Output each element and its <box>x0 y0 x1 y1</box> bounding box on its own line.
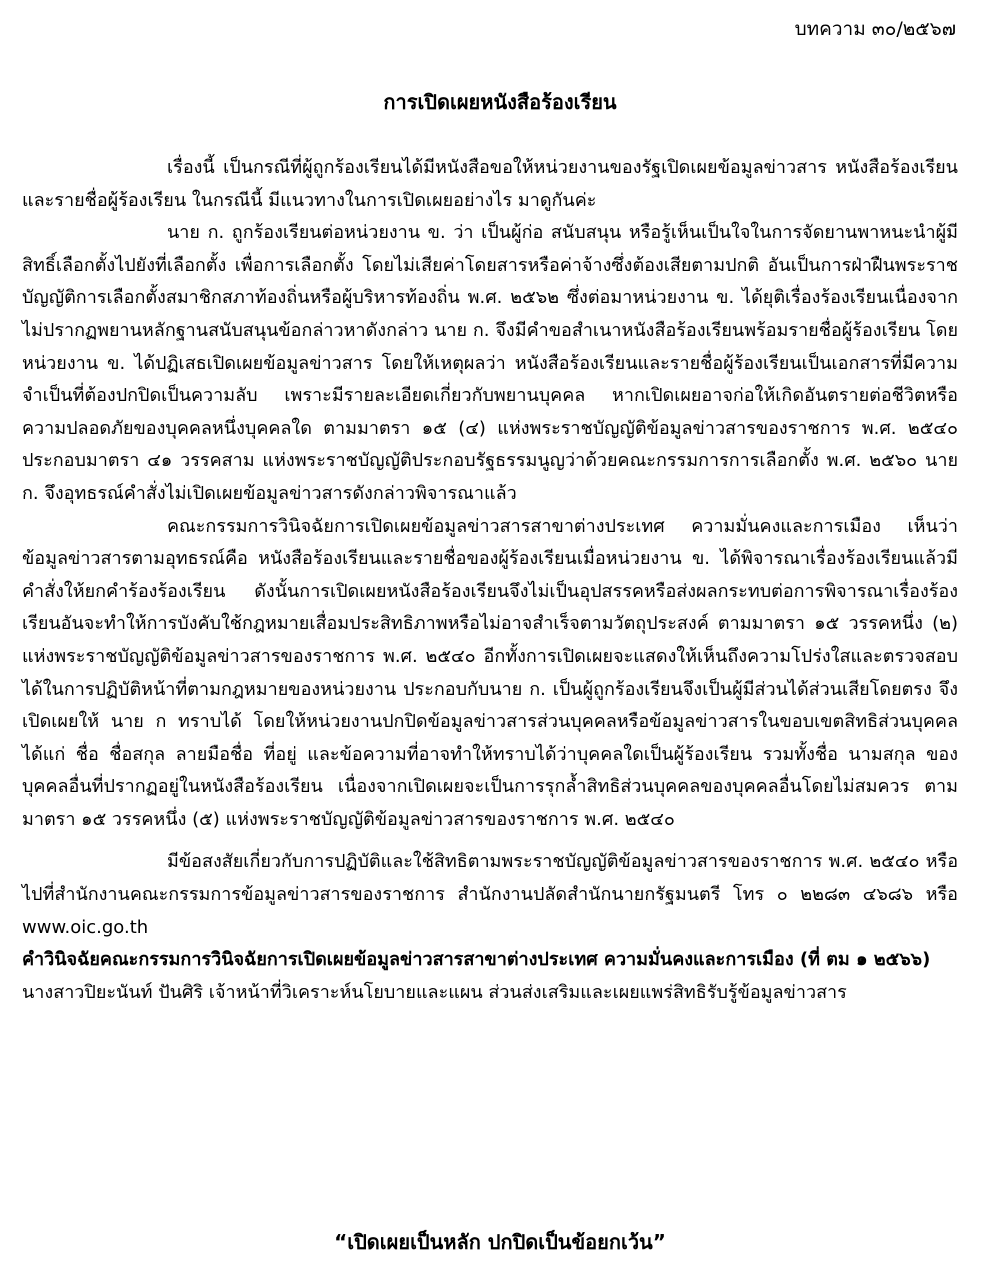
slogan: “เปิดเผยเป็นหลัก ปกปิดเป็นข้อยกเว้น” <box>334 1230 666 1254</box>
decision-reference: คำวินิจฉัยคณะกรรมการวินิจฉัยการเปิดเผยข้อมูลข่าวสารสาขาต่างประเทศ ความมั่นคงและการเมือง (ที่ ตม ๑ ๒๕๖๖) <box>22 949 931 971</box>
paragraph-intro: เรื่องนี้ เป็นกรณีที่ผู้ถูกร้องเรียนได้มีหนังสือขอให้หน่วยงานของรัฐเปิดเผยข้อมูลข่าวสาร หนังสือร้องเรียนและรายชื่อผู้ร้องเรียน ในกรณีนี้ มีแนวทางในการเปิดเผยอย่างไร มาดูกันค่ะ <box>22 157 958 211</box>
author-line: นางสาวปิยะนันท์ ปันศิริ เจ้าหน้าที่วิเคราะห์นโยบายและแผน ส่วนส่งเสริมและเผยแพร่สิทธิรับรู้ข้อมูลข่าวสาร <box>22 981 847 1003</box>
document-body <box>22 152 958 1009</box>
paragraph-decision: คณะกรรมการวินิจฉัยการเปิดเผยข้อมูลข่าวสารสาขาต่างประเทศ ความมั่นคงและการเมือง เห็นว่า ข้อมูลข่าวสารตามอุทธรณ์คือ หนังสือร้องเรียนและรายชื่อของผู้ร้องเรียนเมื่อหน่วยงาน ข. ได้พิจารณาเรื่องร้องเรียนแล้วมีคำสั่งให้ยกคำร้องร้องเรียน ดังนั้นการเปิดเผยหนังสือร้องเรียนจึงไม่เป็นอุปสรรคหรือส่งผลกระทบต่อการพิจารณาเรื่องร้องเรียนอันจะทำให้การบังคับใช้กฎหมายเสื่อมประสิทธิภาพหรือไม่อาจสำเร็จตามวัตถุประสงค์ ตามมาตรา ๑๕ วรรคหนึ่ง (๒) แห่งพระราชบัญญัติข้อมูลข่าวสารของราชการ พ.ศ. ๒๕๔๐ อีกทั้งการเปิดเผยจะแสดงให้เห็นถึงความโปร่งใสและตรวจสอบได้ในการปฏิบัติหน้าที่ตามกฎหมายของหน่วยงาน ประกอบกับนาย ก. เป็นผู้ถูกร้องเรียนจึงเป็นผู้มีส่วนได้ส่วนเสียโดยตรง จึงเปิดเผยให้ นาย ก ทราบได้ โดยให้หน่วยงานปกปิดข้อมูลข่าวสารส่วนบุคคลหรือข้อมูลข่าวสารในขอบเขตสิทธิส่วนบุคคล ได้แก่ ชื่อ ชื่อสกุล ลายมือชื่อ ที่อยู่ และข้อความที่อาจทำให้ทราบได้ว่าบุคคลใดเป็นผู้ร้องเรียน รวมทั้งชื่อ นามสกุล ของบุคคลอื่นที่ปรากฏอยู่ในหนังสือร้องเรียน เนื่องจากเปิดเผยจะเป็นการรุกล้ำสิทธิส่วนบุคคลของบุคคลอื่นโดยไม่สมควร ตามมาตรา ๑๕ วรรคหนึ่ง (๕) แห่งพระราชบัญญัติข้อมูลข่าวสารของราชการ พ.ศ. ๒๕๔๐ <box>22 515 958 830</box>
article-reference: บทความ ๓๐/๒๕๖๗ <box>794 18 956 40</box>
paragraph-contact: มีข้อสงสัยเกี่ยวกับการปฏิบัติและใช้สิทธิตามพระราชบัญญัติข้อมูลข่าวสารของราชการ พ.ศ. ๒๕๔๐ หรือไปที่สำนักงานคณะกรรมการข้อมูลข่าวสารของราชการ สำนักงานปลัดสำนักนายกรัฐมนตรี โทร ๐ ๒๒๘๓ ๔๖๘๖ หรือ www.oic.go.th <box>22 851 958 938</box>
paragraph-facts: นาย ก. ถูกร้องเรียนต่อหน่วยงาน ข. ว่า เป็นผู้ก่อ สนับสนุน หรือรู้เห็นเป็นใจในการจัดยานพาหนะนำผู้มีสิทธิ์เลือกตั้งไปยังที่เลือกตั้ง เพื่อการเลือกตั้ง โดยไม่เสียค่าโดยสารหรือค่าจ้างซึ่งต้องเสียตามปกติ อันเป็นการฝ่าฝืนพระราชบัญญัติการเลือกตั้งสมาชิกสภาท้องถิ่นหรือผู้บริหารท้องถิ่น พ.ศ. ๒๕๖๒ ซึ่งต่อมาหน่วยงาน ข. ได้ยุติเรื่องร้องเรียนเนื่องจากไม่ปรากฏพยานหลักฐานสนับสนุนข้อกล่าวหาดังกล่าว นาย ก. จึงมีคำขอสำเนาหนังสือร้องเรียนพร้อมรายชื่อผู้ร้องเรียน โดยหน่วยงาน ข. ได้ปฏิเสธเปิดเผยข้อมูลข่าวสาร โดยให้เหตุผลว่า หนังสือร้องเรียนและรายชื่อผู้ร้องเรียนเป็นเอกสารที่มีความจำเป็นที่ต้องปกปิดเป็นความลับ เพราะมีรายละเอียดเกี่ยวกับพยานบุคคล หากเปิดเผยอาจก่อให้เกิดอันตรายต่อชีวิตหรือความปลอดภัยของบุคคลหนึ่งบุคคลใด ตามมาตรา ๑๕ (๔) แห่งพระราชบัญญัติข้อมูลข่าวสารของราชการ พ.ศ. ๒๕๔๐ ประกอบมาตรา ๔๑ วรรคสาม แห่งพระราชบัญญัติประกอบรัฐธรรมนูญว่าด้วยคณะกรรมการการเลือกตั้ง พ.ศ. ๒๕๖๐ นาย ก. จึงอุทธรณ์คำสั่งไม่เปิดเผยข้อมูลข่าวสารดังกล่าวพิจารณาแล้ว <box>22 222 958 504</box>
document-title: การเปิดเผยหนังสือร้องเรียน <box>383 90 617 114</box>
